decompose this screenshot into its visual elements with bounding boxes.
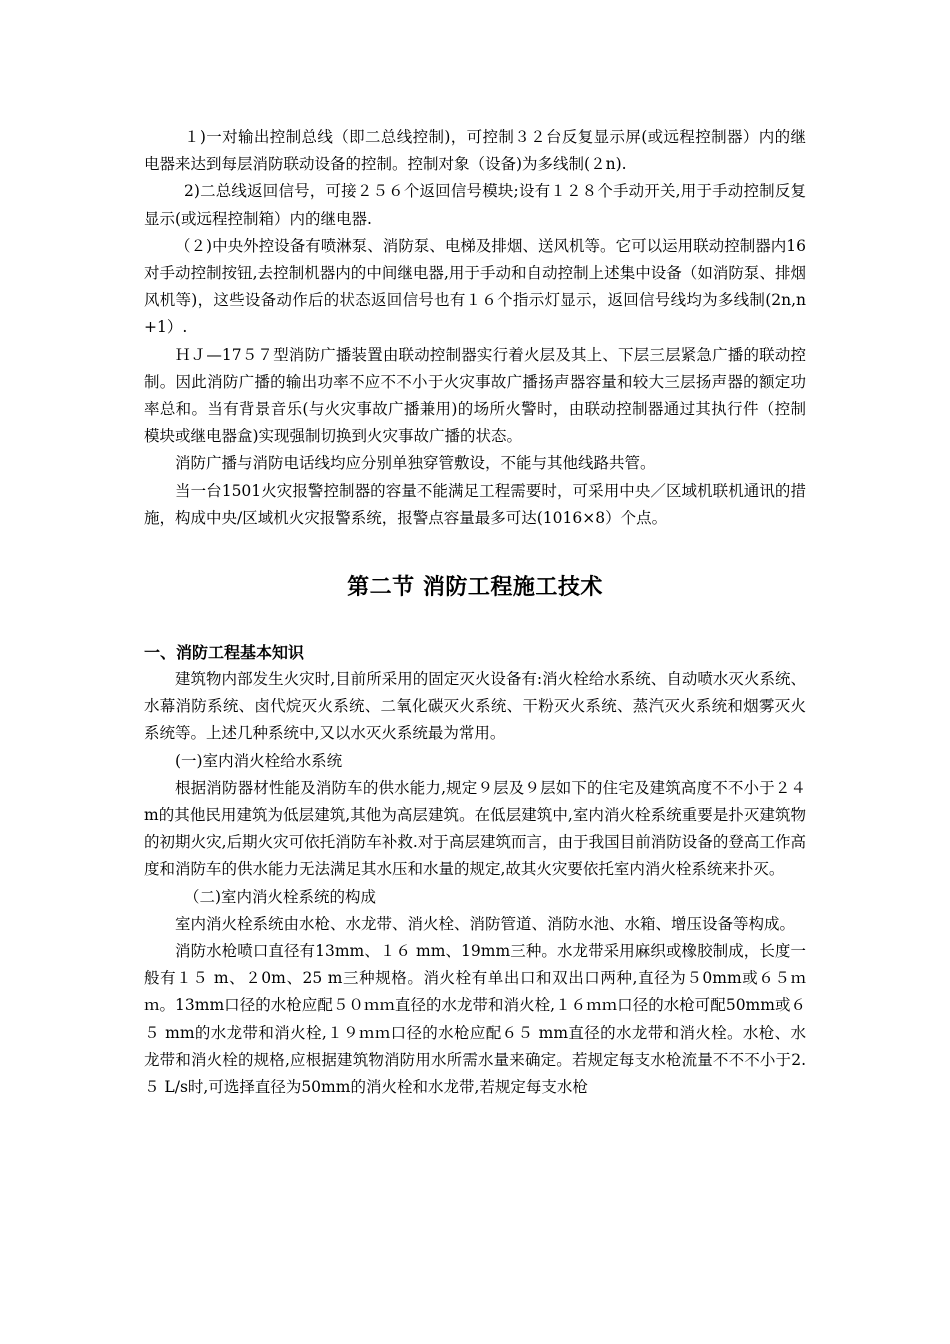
paragraph-hydrant-components: 室内消火栓系统由水枪、水龙带、消火栓、消防管道、消防水池、水箱、增压设备等构成。 — [175, 914, 796, 933]
document-body — [144, 124, 806, 1101]
subsection-title: 一、消防工程基本知识 — [144, 643, 305, 663]
paragraph-building-height: 根据消防器材性能及消防车的供水能力,规定９层及９层如下的住宅及建筑高度不不小于２４m的其他民用建筑为低层建筑,其他为高层建筑。在低层建筑中,室内消火栓系统重要是扑灭建筑物的初期火灾,后期火灾可依托消防车补救.对于高层建筑而言，由于我国目前消防设备的登高工作高度和消防车的供水能力无法满足其水压和水量的规定,故其火灾要依托室内消火栓系统来扑灭。 — [144, 778, 806, 879]
paragraph-networking: 当一台1501火灾报警控制器的容量不能满足工程需要时，可采用中央／区域机联机通讯的措施，构成中央/区域机火灾报警系统，报警点容量最多可达(1016×8）个点。 — [144, 481, 806, 527]
paragraph-label-hydrant-composition: （二)室内消火栓系统的构成 — [184, 887, 377, 906]
paragraph-external-control: （２)中央外控设备有喷淋泵、消防泵、电梯及排烟、送风机等。它可以运用联动控制器内16对手动控制按钮,去控制机器内的中间继电器,用于手动和自动控制上述集中设备（如消防泵、排烟风机等)，这些设备动作后的状态返回信号也有１６个指示灯显示，返回信号线均为多线制(2n,n+1）. — [144, 236, 806, 337]
paragraph-wiring: 消防广播与消防电话线均应分别单独穿管敷设，不能与其他线路共管。 — [175, 454, 656, 473]
paragraph-output-bus: １)一对输出控制总线（即二总线控制)，可控制３２台反复显示屏(或远程控制器）内的继电器来达到每层消防联动设备的控制。控制对象（设备)为多线制(２n). — [144, 128, 806, 174]
paragraph-nozzle-specs: 消防水枪喷口直径有13mm、１６ mm、19mm三种。水龙带采用麻织或橡胶制成，长度一般有１５ m、２0m、25 m三种规格。消火栓有单出口和双出口两种,直径为５0mm或６５ｍｍ。13mm口径的水枪应配５０ｍｍ直径的水龙带和消火栓,１６ｍｍ口径的水枪可配50mm或６５ mm的水龙带和消火栓,１９ｍｍ口径的水枪应配６５ mm直径的水龙带和消火栓。水枪、水龙带和消火栓的规格,应根据建筑物消防用水所需水量来确定。若规定每支水枪流量不不不小于2.５ L/s时,可选择直径为50mm的消火栓和水龙带,若规定每支水枪 — [144, 942, 806, 1097]
paragraph-fire-systems: 建筑物内部发生火灾时,目前所采用的固定灭火设备有:消火栓给水系统、自动喷水灭火系统、水幕消防系统、卤代烷灭火系统、二氧化碳灭火系统、干粉灭火系统、蒸汽灭火系统和烟雾灭火系统等。上述几种系统中,又以水灭火系统最为常用。 — [144, 670, 806, 743]
paragraph-label-hydrant-system: (一)室内消火栓给水系统 — [175, 751, 343, 770]
section-title: 第二节 消防工程施工技术 — [347, 575, 603, 601]
paragraph-return-signal: 2)二总线返回信号，可接２５６个返回信号模块;设有１２８个手动开关,用于手动控制反复显示(或远程控制箱）内的继电器. — [144, 182, 806, 228]
paragraph-broadcast: ＨＪ—17５７型消防广播装置由联动控制器实行着火层及其上、下层三层紧急广播的联动控制。因此消防广播的输出功率不应不不小于火灾事故广播扬声器容量和较大三层扬声器的额定功率总和。当有背景音乐(与火灾事故广播兼用)的场所火警时，由联动控制器通过其执行件（控制模块或继电器盒)实现强制切换到火灾事故广播的状态。 — [144, 345, 806, 446]
